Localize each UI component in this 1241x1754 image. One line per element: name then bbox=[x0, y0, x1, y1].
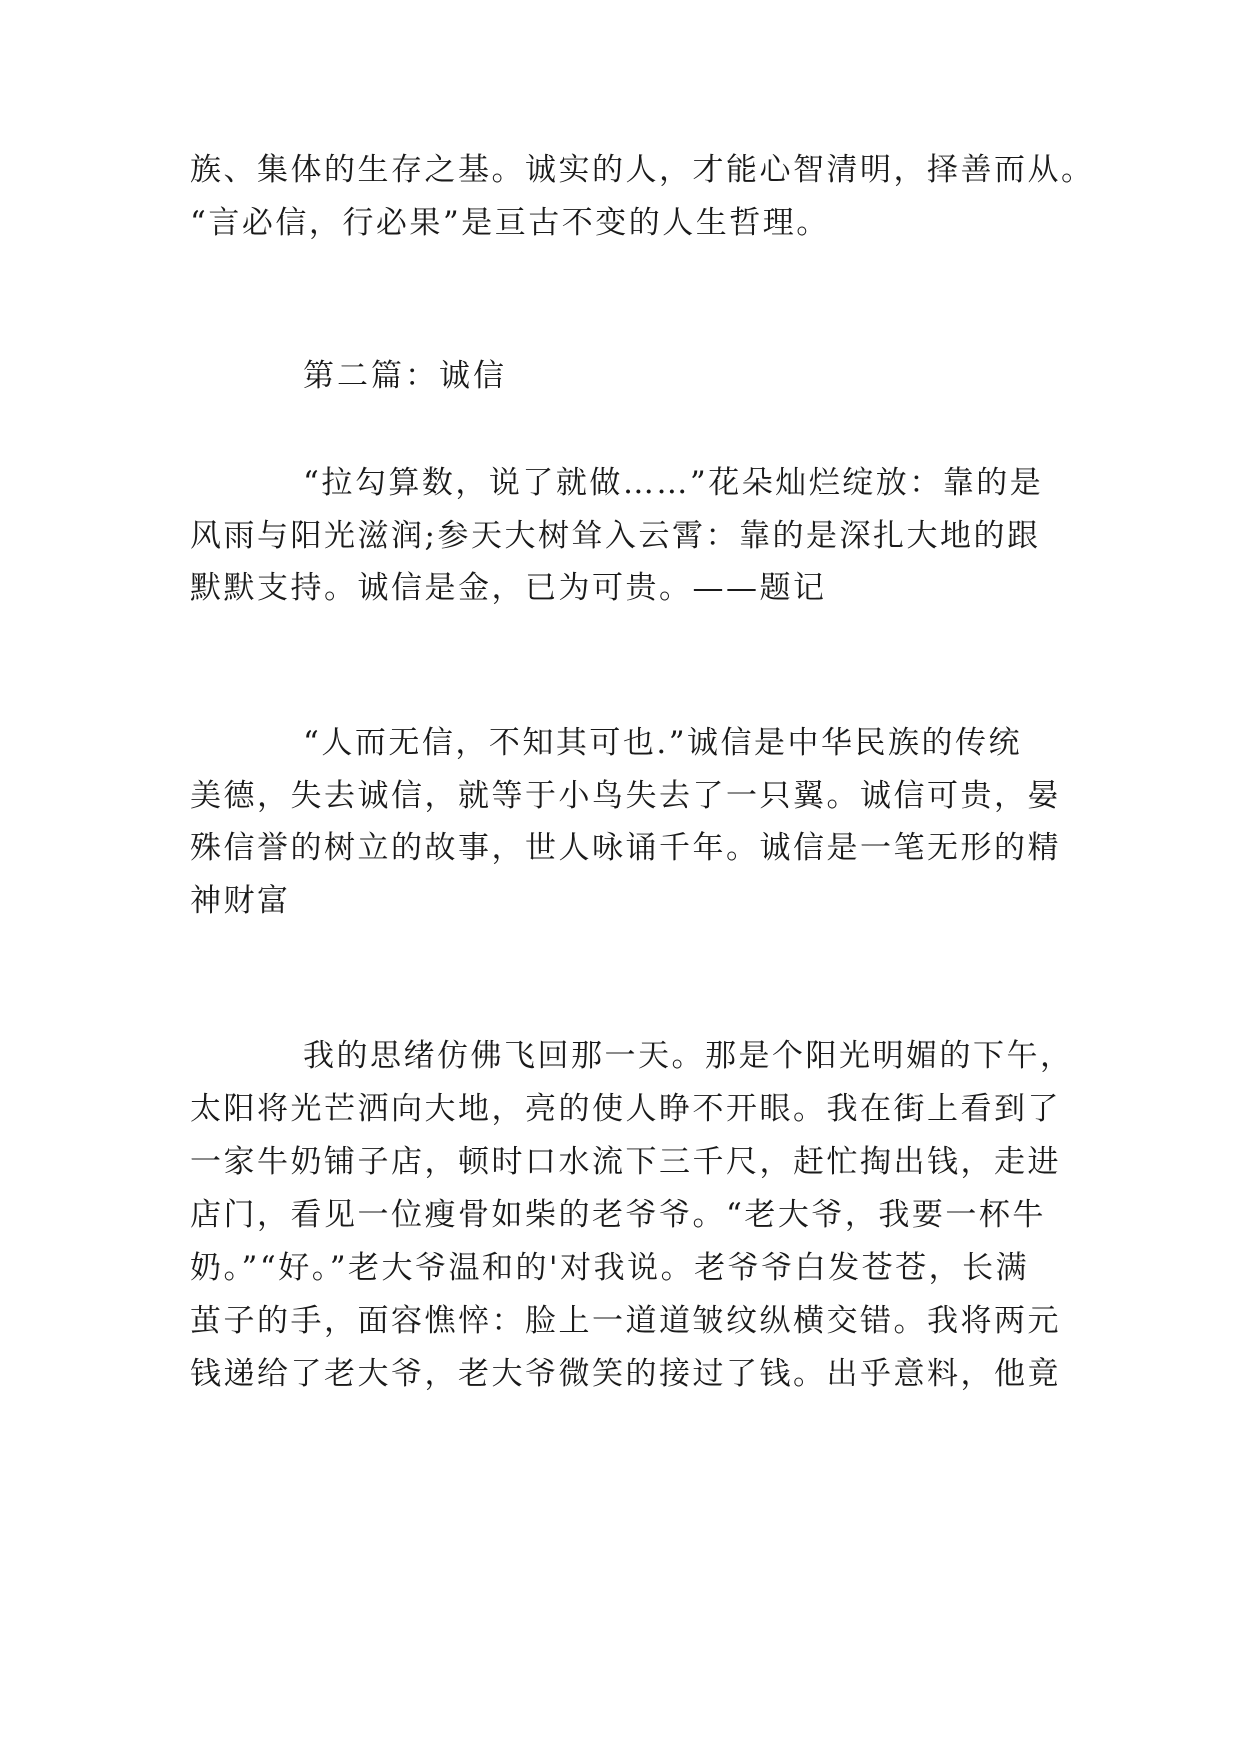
section1-line-1: 族、集体的生存之基。诚实的人，才能心智清明，择善而从。 bbox=[190, 152, 1095, 188]
paragraph3-line-6: 茧子的手，面容憔悴：脸上一道道皱纹纵横交错。我将两元 bbox=[190, 1303, 1061, 1339]
paragraph3-line-7: 钱递给了老大爷，老大爷微笑的接过了钱。出乎意料，他竟 bbox=[190, 1356, 1061, 1392]
section1-line-2: “言必信，行必果”是亘古不变的人生哲理。 bbox=[190, 205, 830, 241]
paragraph2-line-4: 神财富 bbox=[190, 883, 291, 919]
paragraph3-line-4: 店门，看见一位瘦骨如柴的老爷爷。“老大爷，我要一杯牛 bbox=[190, 1197, 1046, 1233]
paragraph2-line-3: 殊信誉的树立的故事，世人咏诵千年。诚信是一笔无形的精 bbox=[190, 830, 1061, 866]
paragraph3-line-1: 我的思绪仿佛飞回那一天。那是个阳光明媚的下午， bbox=[303, 1038, 1074, 1074]
paragraph1-line-2: 风雨与阳光滋润;参天大树耸入云霄：靠的是深扎大地的跟 bbox=[190, 518, 1041, 554]
paragraph3-line-2: 太阳将光芒洒向大地，亮的使人睁不开眼。我在街上看到了 bbox=[190, 1091, 1061, 1127]
paragraph3-line-3: 一家牛奶铺子店，顿时口水流下三千尺，赶忙掏出钱，走进 bbox=[190, 1144, 1061, 1180]
paragraph1-line-3: 默默支持。诚信是金，已为可贵。——题记 bbox=[190, 570, 827, 606]
paragraph3-line-5: 奶。”“好。”老大爷温和的'对我说。老爷爷白发苍苍，长满 bbox=[190, 1250, 1030, 1286]
paragraph1-line-1: “拉勾算数，说了就做……”花朵灿烂绽放：靠的是 bbox=[303, 465, 1044, 501]
paragraph2-line-1: “人而无信，不知其可也.”诚信是中华民族的传统 bbox=[303, 725, 1023, 761]
paragraph2-line-2: 美德，失去诚信，就等于小鸟失去了一只翼。诚信可贵，晏 bbox=[190, 778, 1061, 814]
section-heading: 第二篇：诚信 bbox=[303, 358, 507, 394]
